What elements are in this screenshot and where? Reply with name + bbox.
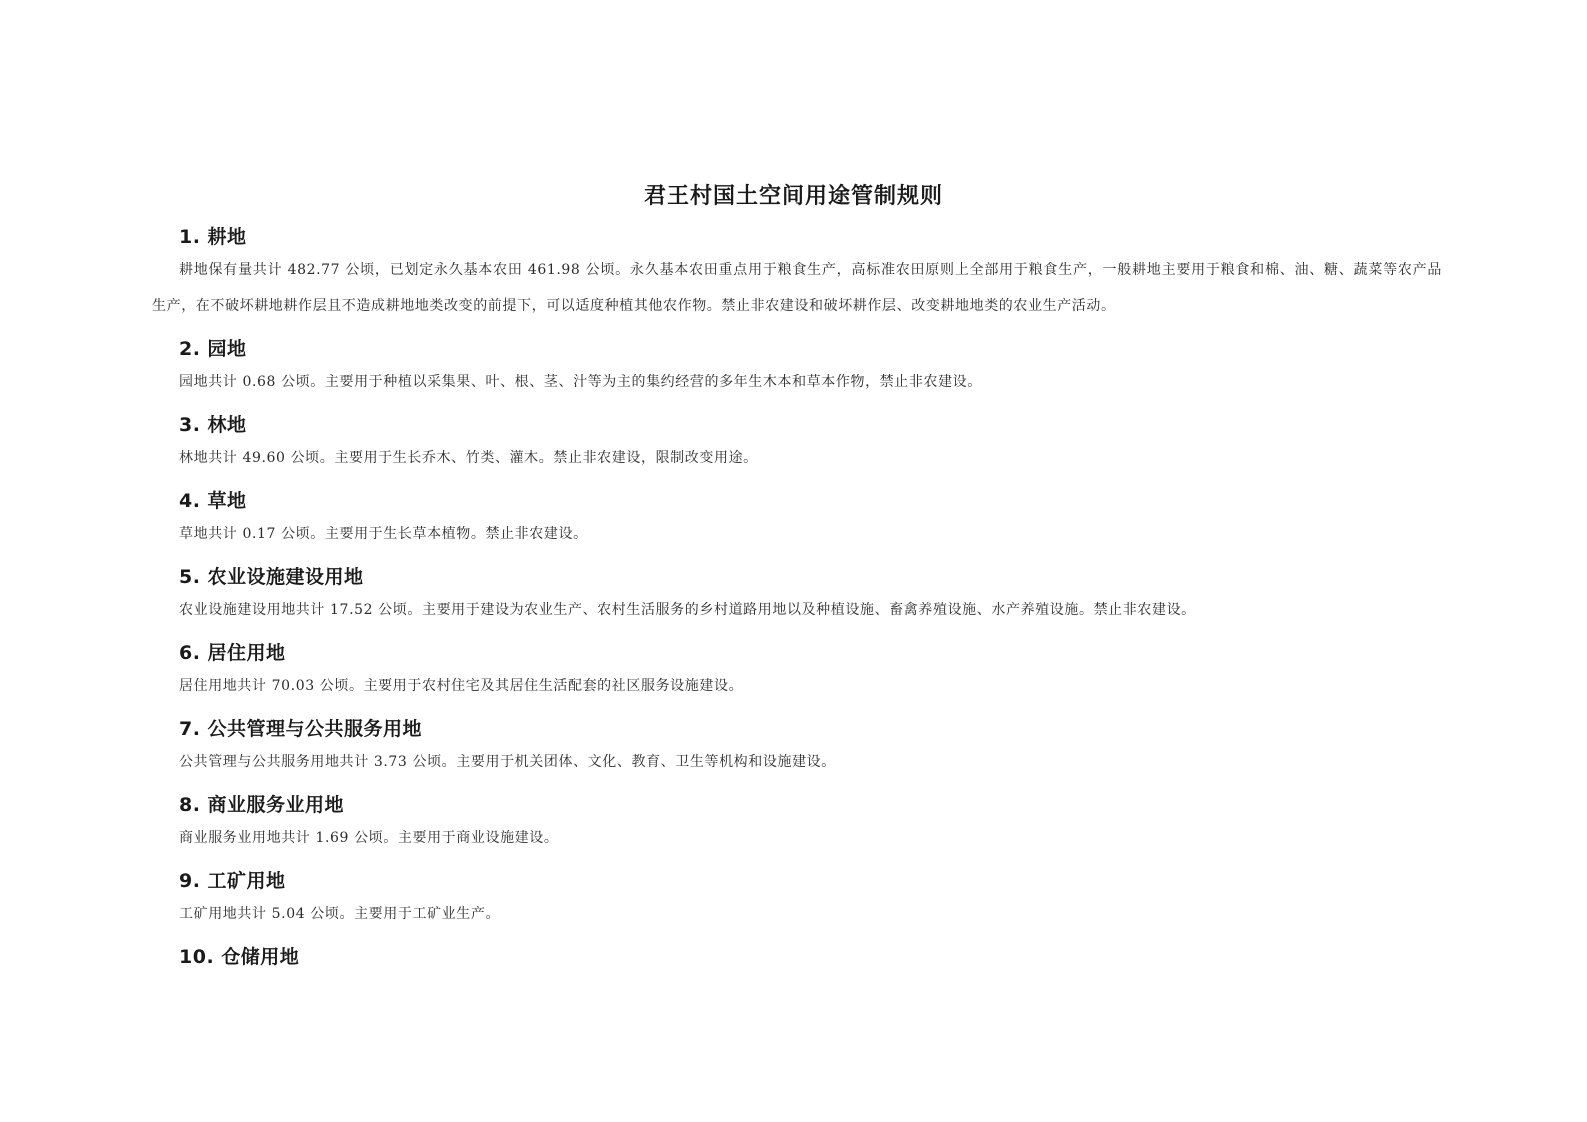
section-heading: 2. 园地 (179, 338, 247, 360)
section-body: 工矿用地共计 5.04 公顷。主要用于工矿业生产。 (179, 906, 501, 922)
section-heading: 8. 商业服务业用地 (179, 794, 345, 816)
section-farmland (152, 222, 1442, 324)
section-heading: 5. 农业设施建设用地 (179, 566, 364, 588)
section-heading: 1. 耕地 (179, 226, 247, 248)
document-title: 君王村国土空间用途管制规则 (643, 184, 943, 209)
section-body: 园地共计 0.68 公顷。主要用于种植以采集果、叶、根、茎、汁等为主的集约经营的多年生木本和草本作物，禁止非农建设。 (179, 374, 982, 390)
section-body: 商业服务业用地共计 1.69 公顷。主要用于商业设施建设。 (179, 830, 559, 846)
section-garden-land (152, 334, 1442, 400)
section-commercial-land (152, 790, 1442, 856)
section-body: 草地共计 0.17 公顷。主要用于生长草本植物。禁止非农建设。 (179, 526, 588, 542)
section-body: 居住用地共计 70.03 公顷。主要用于农村住宅及其居住生活配套的社区服务设施建设。 (179, 678, 744, 694)
section-heading: 3. 林地 (179, 414, 247, 436)
section-heading: 10. 仓储用地 (179, 946, 300, 968)
section-heading: 7. 公共管理与公共服务用地 (179, 718, 423, 740)
section-body: 公共管理与公共服务用地共计 3.73 公顷。主要用于机关团体、文化、教育、卫生等机构和设施建设。 (179, 754, 836, 770)
section-public-service-land (152, 714, 1442, 780)
section-residential-land (152, 638, 1442, 704)
document-content (152, 222, 1442, 972)
section-grassland (152, 486, 1442, 552)
section-agricultural-facility-land (152, 562, 1442, 628)
section-body: 耕地保有量共计 482.77 公顷，已划定永久基本农田 461.98 公顷。永久基本农田重点用于粮食生产，高标准农田原则上全部用于粮食生产，一般耕地主要用于粮食和棉、油、糖、蔬菜等农产品生产，在不破坏耕地耕作层且不造成耕地地类改变的前提下，可以适度种植其他农作物。禁止非农建设和破坏耕作层、改变耕地地类的农业生产活动。 (152, 262, 1442, 314)
section-body: 林地共计 49.60 公顷。主要用于生长乔木、竹类、灌木。禁止非农建设，限制改变用途。 (179, 450, 758, 466)
section-forest-land (152, 410, 1442, 476)
section-heading: 9. 工矿用地 (179, 870, 286, 892)
section-body: 农业设施建设用地共计 17.52 公顷。主要用于建设为农业生产、农村生活服务的乡村道路用地以及种植设施、畜禽养殖设施、水产养殖设施。禁止非农建设。 (179, 602, 1196, 618)
section-storage-land (152, 942, 1442, 972)
section-industrial-mining-land (152, 866, 1442, 932)
section-heading: 4. 草地 (179, 490, 247, 512)
section-heading: 6. 居住用地 (179, 642, 286, 664)
